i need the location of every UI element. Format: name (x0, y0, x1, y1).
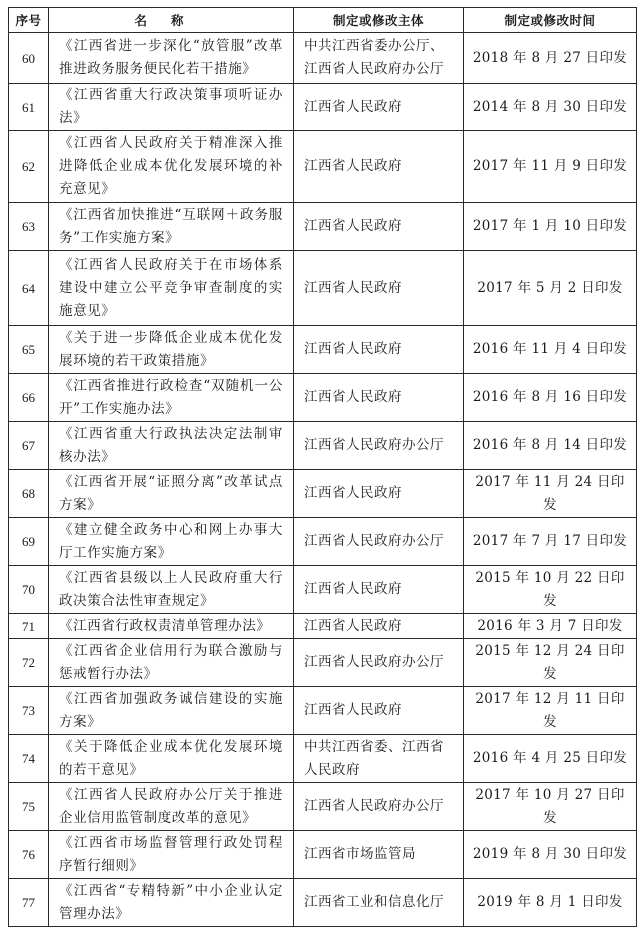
table-row (9, 614, 637, 639)
row-issuer: 江西省人民政府办公厅 (294, 783, 464, 831)
row-date: 2017 年 11 月 9 日印发 (464, 131, 637, 203)
row-date: 2017 年 10 月 27 日印发 (464, 783, 637, 831)
table-row (9, 879, 637, 927)
row-name: 《关于进一步降低企业成本优化发展环境的若干政策措施》 (49, 326, 294, 374)
row-number: 75 (9, 783, 49, 831)
row-number: 69 (9, 518, 49, 566)
table-row (9, 470, 637, 518)
row-issuer: 江西省人民政府 (294, 566, 464, 614)
row-issuer: 江西省工业和信息化厅 (294, 879, 464, 927)
row-number: 74 (9, 735, 49, 783)
row-issuer: 江西省人民政府 (294, 326, 464, 374)
row-issuer: 江西省人民政府 (294, 374, 464, 422)
row-issuer: 江西省人民政府办公厅 (294, 518, 464, 566)
row-number: 68 (9, 470, 49, 518)
row-number: 70 (9, 566, 49, 614)
row-date: 2017 年 1 月 10 日印发 (464, 203, 637, 251)
row-number: 63 (9, 203, 49, 251)
row-date: 2015 年 10 月 22 日印发 (464, 566, 637, 614)
row-number: 77 (9, 879, 49, 927)
header-body: 制定或修改主体 (294, 8, 464, 33)
row-number: 60 (9, 33, 49, 84)
row-number: 64 (9, 251, 49, 326)
row-number: 67 (9, 422, 49, 470)
row-name: 《江西省县级以上人民政府重大行政决策合法性审查规定》 (49, 566, 294, 614)
row-name: 《江西省重大行政决策事项听证办法》 (49, 84, 294, 131)
table-row (9, 735, 637, 783)
row-date: 2019 年 8 月 30 日印发 (464, 831, 637, 879)
table-row (9, 203, 637, 251)
table-row (9, 374, 637, 422)
table-row (9, 687, 637, 735)
table-row (9, 518, 637, 566)
row-date: 2017 年 7 月 17 日印发 (464, 518, 637, 566)
row-number: 72 (9, 639, 49, 687)
row-date: 2016 年 8 月 14 日印发 (464, 422, 637, 470)
row-issuer: 江西省人民政府 (294, 131, 464, 203)
row-date: 2016 年 11 月 4 日印发 (464, 326, 637, 374)
table-row (9, 783, 637, 831)
regulations-table (8, 7, 637, 927)
row-name: 《江西省重大行政执法决定法制审核办法》 (49, 422, 294, 470)
row-date: 2015 年 12 月 24 日印发 (464, 639, 637, 687)
row-name: 《江西省加快推进“互联网＋政务服务”工作实施方案》 (49, 203, 294, 251)
table-row (9, 131, 637, 203)
row-issuer: 中共江西省委办公厅、江西省人民政府办公厅 (294, 33, 464, 84)
row-number: 76 (9, 831, 49, 879)
row-name: 《江西省“专精特新”中小企业认定管理办法》 (49, 879, 294, 927)
row-issuer: 中共江西省委、江西省人民政府 (294, 735, 464, 783)
row-name: 《江西省行政权责清单管理办法》 (49, 614, 294, 639)
row-date: 2018 年 8 月 27 日印发 (464, 33, 637, 84)
row-issuer: 江西省人民政府 (294, 84, 464, 131)
row-number: 66 (9, 374, 49, 422)
row-number: 61 (9, 84, 49, 131)
row-name: 《江西省加强政务诚信建设的实施方案》 (49, 687, 294, 735)
row-number: 65 (9, 326, 49, 374)
table-row (9, 422, 637, 470)
row-date: 2016 年 4 月 25 日印发 (464, 735, 637, 783)
row-date: 2019 年 8 月 1 日印发 (464, 879, 637, 927)
row-issuer: 江西省人民政府 (294, 687, 464, 735)
row-date: 2017 年 12 月 11 日印发 (464, 687, 637, 735)
row-name: 《江西省人民政府办公厅关于推进企业信用监管制度改革的意见》 (49, 783, 294, 831)
header-name: 名称 (49, 8, 294, 33)
row-number: 62 (9, 131, 49, 203)
table-body (9, 33, 637, 927)
row-issuer: 江西省人民政府 (294, 251, 464, 326)
document-page (8, 7, 636, 927)
header-date: 制定或修改时间 (464, 8, 637, 33)
row-issuer: 江西省人民政府办公厅 (294, 639, 464, 687)
row-name: 《关于降低企业成本优化发展环境的若干意见》 (49, 735, 294, 783)
row-date: 2016 年 8 月 16 日印发 (464, 374, 637, 422)
row-issuer: 江西省人民政府 (294, 203, 464, 251)
header-num: 序号 (9, 8, 49, 33)
row-name: 《江西省企业信用行为联合激励与惩戒暂行办法》 (49, 639, 294, 687)
row-issuer: 江西省人民政府 (294, 470, 464, 518)
row-number: 73 (9, 687, 49, 735)
row-name: 《江西省市场监督管理行政处罚程序暂行细则》 (49, 831, 294, 879)
table-row (9, 639, 637, 687)
row-date: 2016 年 3 月 7 日印发 (464, 614, 637, 639)
row-number: 71 (9, 614, 49, 639)
row-date: 2017 年 5 月 2 日印发 (464, 251, 637, 326)
row-name: 《江西省推进行政检查“双随机一公开”工作实施办法》 (49, 374, 294, 422)
row-issuer: 江西省市场监管局 (294, 831, 464, 879)
table-row (9, 566, 637, 614)
table-row (9, 831, 637, 879)
table-row (9, 251, 637, 326)
row-name: 《江西省人民政府关于在市场体系建设中建立公平竞争审查制度的实施意见》 (49, 251, 294, 326)
row-date: 2017 年 11 月 24 日印发 (464, 470, 637, 518)
row-issuer: 江西省人民政府 (294, 614, 464, 639)
row-date: 2014 年 8 月 30 日印发 (464, 84, 637, 131)
table-row (9, 326, 637, 374)
table-header-row (9, 8, 637, 33)
row-name: 《江西省进一步深化“放管服”改革推进政务服务便民化若干措施》 (49, 33, 294, 84)
row-name: 《建立健全政务中心和网上办事大厅工作实施方案》 (49, 518, 294, 566)
table-row (9, 84, 637, 131)
table-row (9, 33, 637, 84)
row-name: 《江西省开展“证照分离”改革试点方案》 (49, 470, 294, 518)
row-name: 《江西省人民政府关于精准深入推进降低企业成本优化发展环境的补充意见》 (49, 131, 294, 203)
row-issuer: 江西省人民政府办公厅 (294, 422, 464, 470)
